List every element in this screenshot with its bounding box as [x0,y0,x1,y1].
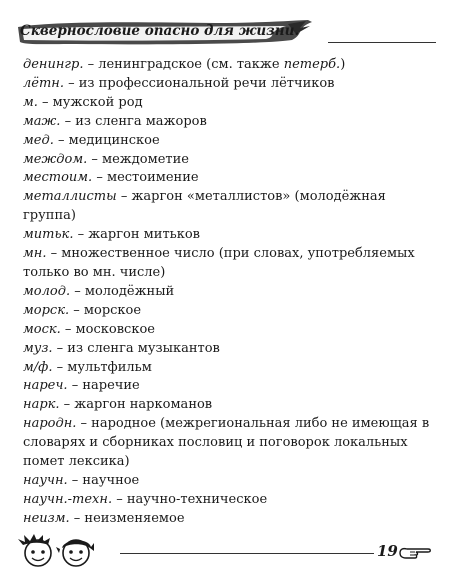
entry-abbr: муз. [23,340,53,356]
entry-abbr: м/ф. [23,359,53,375]
list-item [23,472,433,491]
list-item [23,188,433,226]
entry-text: – научно-техническое [112,491,268,507]
list-item [23,396,433,415]
list-item [23,56,433,75]
entry-abbr: металлисты [23,189,117,205]
entry-abbr: моск. [23,321,61,337]
page-footer [14,531,438,571]
list-item [23,132,433,151]
entry-text: – молодёжный [70,283,175,299]
entry-abbr: местоим. [23,170,93,186]
entry-text: – местоимение [92,170,199,186]
entry-abbr: междом. [23,151,88,167]
footer-rule [120,553,374,554]
page-header [16,18,436,48]
list-item [23,302,433,321]
entry-abbr: молод. [23,283,71,299]
entry-text: – из профессиональной речи лётчиков [64,75,335,91]
entry-abbr: научн. [23,472,68,488]
list-item [23,245,433,283]
entry-text: – из сленга музыкантов [52,340,220,356]
entry-text: – научное [67,472,140,488]
entry-abbr: неизм. [23,510,70,526]
list-item [23,226,433,245]
list-item [23,415,433,472]
entry-text: – московское [60,321,155,337]
entry-text: – междометие [87,151,189,167]
list-item [23,75,433,94]
list-item [23,377,433,396]
list-item [23,169,433,188]
entry-tail: ) [340,57,346,72]
entry-text: – народное (межрегиональная либо не имеющая в словарях и сборниках пословиц и поговорок локальных помет лексика) [23,416,430,470]
entry-abbr: нарк. [23,397,60,413]
entry-text: – множественное число (при словах, употребляемых только во мн. числе) [23,246,415,280]
pointing-hand-icon [398,544,432,562]
entry-text: – морское [69,302,142,318]
running-title: Сквернословие опасно для жизни. [20,23,300,39]
list-item [23,94,433,113]
kids-faces-icon [14,531,114,571]
entry-text: – жаргон митьков [73,227,200,243]
list-item [23,340,433,359]
entry-abbr: маж. [23,113,61,129]
entry-text: – жаргон «металлистов» (молодёжная группа) [23,189,386,224]
entry-text: – мультфильм [52,359,152,375]
entry-text: – медицинское [53,132,160,148]
entry-abbr: морск. [23,302,70,318]
header-rule [328,42,436,43]
entry-abbr: денингр. [23,57,84,72]
list-item [23,113,433,132]
entry-abbr: научн.-техн. [23,491,113,507]
entry-ref: петерб. [283,57,341,72]
entry-text: – неизменяемое [69,510,185,526]
list-item [23,510,433,529]
entry-abbr: нареч. [23,378,68,394]
entry-text: – наречие [67,378,140,394]
list-item [23,359,433,378]
entry-abbr: народн. [23,416,77,432]
entry-text: – из сленга мажоров [60,113,207,129]
list-item [23,321,433,340]
entry-abbr: м. [23,94,38,110]
entry-abbr: митьк. [23,227,74,243]
entry-text: – жаргон наркоманов [59,397,213,413]
list-item [23,283,433,302]
entry-text: – мужской род [37,94,143,110]
page-number: 19 [377,542,398,560]
entry-abbr: мед. [23,132,54,148]
entry-abbr: мн. [23,246,47,262]
list-item [23,491,433,510]
entry-text: – ленинградское (см. также [83,57,284,72]
abbreviation-list [23,56,433,529]
entry-abbr: лётн. [23,75,64,91]
list-item [23,151,433,170]
